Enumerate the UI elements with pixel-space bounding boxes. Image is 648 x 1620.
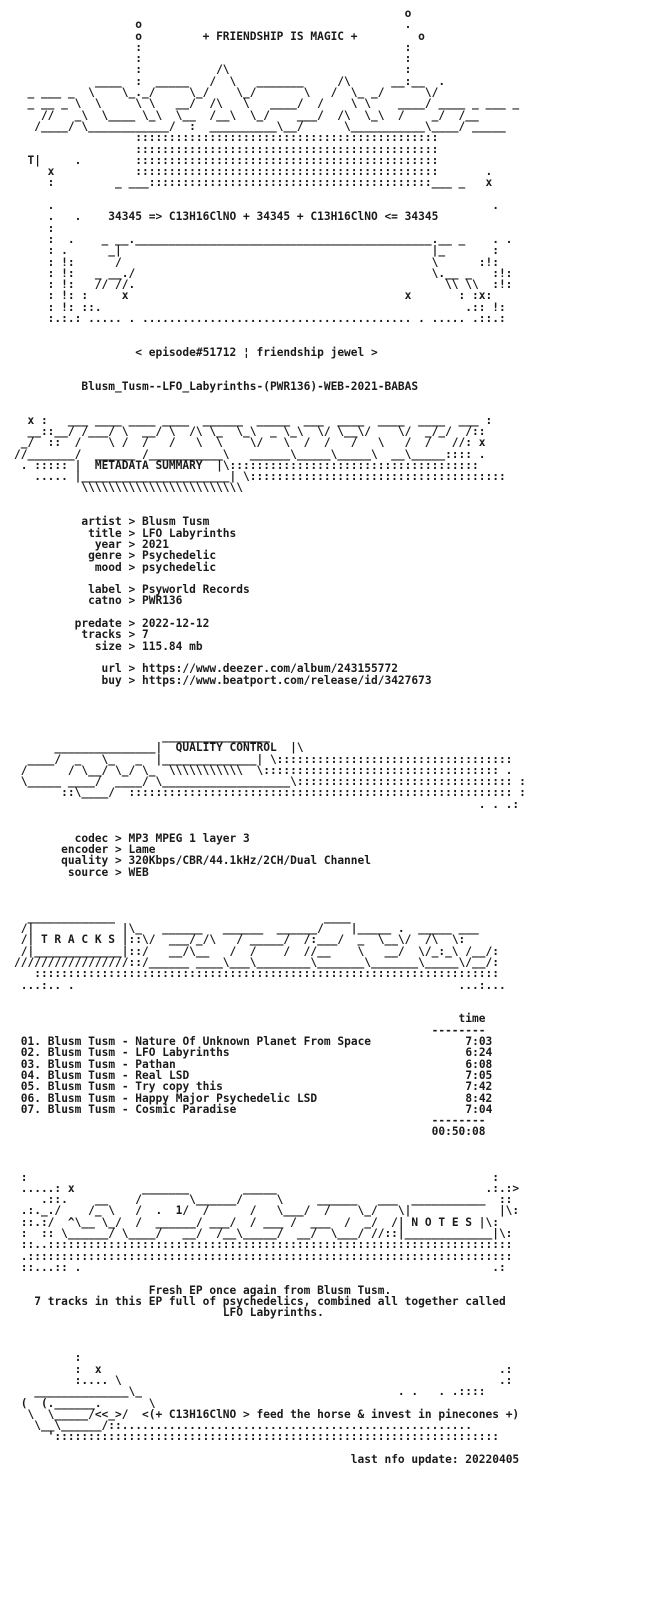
nfo-line: o + FRIENDSHIP IS MAGIC + o xyxy=(14,29,425,43)
nfo-line: quality > 320Kbps/CBR/44.1kHz/2CH/Dual Channel xyxy=(14,854,371,868)
formula-line: 34345 => C13H16ClNO + 34345 + C13H16ClNO <= 34345 xyxy=(108,210,439,224)
nfo-line: : /\ : xyxy=(14,63,412,77)
nfo-line: ...:.. . ...:... xyxy=(14,978,506,992)
track-time: 7:03 xyxy=(465,1035,493,1049)
nfo-line: .:::::::::::::::::::::::::::::::::::::::::::::::::::::::::::::::::::::::: xyxy=(14,1249,513,1263)
nfo-line: tracks > 7 xyxy=(14,628,149,642)
nfo-line: .::. __ / \______/ \ ______ ___ ___________ :: xyxy=(14,1193,513,1207)
nfo-line: : !: // //. \\ \\ :!: xyxy=(14,278,513,292)
nfo-line: : !: / \ :!: xyxy=(14,255,499,269)
nfo-line: genre > Psychedelic xyxy=(14,549,217,563)
nfo-line: ::::::::::::::::::::::::::::::::::::::::::::: xyxy=(14,142,439,156)
nfo-line xyxy=(14,358,640,369)
notes-line: 7 tracks in this EP full of psychedelics, combined all together called xyxy=(34,1294,506,1308)
nfo-line: : x .: xyxy=(14,1362,513,1376)
nfo-line: : . _ __.____________________________________________.__ _ . . xyxy=(14,232,513,246)
last-update: last nfo update: 20220405 xyxy=(350,1453,520,1466)
nfo-line: source > WEB xyxy=(14,865,149,879)
nfo-line xyxy=(14,810,640,821)
track-time: 8:42 xyxy=(465,1091,493,1105)
nfo-line: / / \__/ \_/ \_ \\\\\\\\\\\ \::::::::::::::::::::::::::::::::::: . xyxy=(14,763,513,777)
section-title-metadata: METADATA SUMMARY xyxy=(94,458,203,472)
nfo-line: _/ :: / \ / / / \ \ \/ \ / / / \ / / //: x xyxy=(14,436,486,450)
track-artist: Blusm Tusm xyxy=(47,1068,116,1082)
nfo-line: . . 34345 => C13H16ClNO + 34345 + C13H16ClNO <= 34345 xyxy=(14,210,439,224)
nfo-line: x ::::::::::::::::::::::::::::::::::::::::::::: . xyxy=(14,165,493,179)
nfo-line: __::__/ /___/ \ __/ \ /\ \_ \_\ _ \_\ \/ \__\/ \/ _/_/ /:: xyxy=(14,424,486,438)
nfo-line xyxy=(14,1126,640,1137)
nfo-line xyxy=(14,347,640,358)
nfo-line: .....: x _______ _____ .:.:> xyxy=(14,1181,520,1195)
nfo-line xyxy=(14,1341,640,1352)
nfo-line: ::::::::::::::::::::::::::::::::::::::::::::::::::::::::::::::::::::: xyxy=(14,967,499,981)
nfo-line: 04. Blusm Tusm - Real LSD 7:05 xyxy=(20,1068,493,1082)
nfo-line: _______________| QUALITY CONTROL |\ xyxy=(14,741,304,755)
nfo-line xyxy=(14,878,640,889)
nfo-line: label > Psyworld Records xyxy=(14,583,250,597)
nfo-line: : : xyxy=(14,52,412,66)
nfo-line: : xyxy=(14,1351,82,1365)
nfo-line: /////////////////::/______ ____\___\________\_______\_______\_____\/__/: xyxy=(14,955,499,969)
nfo-line: ________________ xyxy=(14,730,270,743)
nfo-line: \_____ ____/ ____/ \___________________\:::::::::::::::::::::::::::::::: : xyxy=(14,775,526,789)
nfo-line xyxy=(14,697,640,708)
track-artist: Blusm Tusm xyxy=(47,1102,116,1116)
nfo-line xyxy=(14,1307,640,1318)
track-number: 03. xyxy=(20,1057,41,1071)
track-artist: Blusm Tusm xyxy=(47,1091,116,1105)
nfo-line: title > LFO Labyrinths xyxy=(14,526,237,540)
nfo-line xyxy=(14,1454,640,1465)
track-number: 04. xyxy=(20,1068,41,1082)
nfo-line: 02. Blusm Tusm - LFO Labyrinths 6:24 xyxy=(20,1046,493,1060)
nfo-line: : _ ___::::::::::::::::::::::::::::::::::::::::::___ _ x xyxy=(14,176,493,190)
track-number: 02. xyxy=(20,1046,41,1060)
track-title: Cosmic Paradise xyxy=(135,1102,237,1116)
meta-tracks: 7 xyxy=(141,628,149,642)
nfo-line xyxy=(14,1330,640,1341)
nfo-line: ____ : _____ / \ _______ /\ __:__ . xyxy=(14,74,446,88)
nfo-line xyxy=(14,708,640,719)
section-title-quality: QUALITY CONTROL xyxy=(175,741,277,755)
track-number: 06. xyxy=(20,1091,41,1105)
nfo-line: ':::::::::::::::::::::::::::::::::::::::::::::::::::::::::::::::::: xyxy=(14,1430,499,1444)
meta-predate: 2022-12-12 xyxy=(141,617,210,631)
nfo-line xyxy=(14,821,640,832)
nfo-line xyxy=(14,324,640,335)
nfo-line: 07. Blusm Tusm - Cosmic Paradise 7:04 xyxy=(20,1102,493,1116)
nfo-line: : !: _ __./ \.__ _ :!: xyxy=(14,266,513,280)
nfo-line: x : ___ ____ ____ ____ ______ _____ ___ ____ ____ ____ ___ : xyxy=(14,413,493,427)
meta-size: 115.84 mb xyxy=(141,639,203,653)
nfo-line xyxy=(14,392,640,403)
nfo-line: _____________ ____ xyxy=(14,910,351,924)
meta-url: https://www.deezer.com/album/243155772 xyxy=(141,662,398,676)
nfo-line: o . xyxy=(14,18,412,32)
nfo-line: url > https://www.deezer.com/album/243155772 xyxy=(14,662,398,676)
notes-line: LFO Labyrinths. xyxy=(222,1306,324,1320)
nfo-line: : : xyxy=(14,40,412,54)
quality-encoder: Lame xyxy=(128,842,156,856)
nfo-line: /| |\_ ______ ______ ______/ |_____ . _____ ___ xyxy=(14,922,479,936)
nfo-line: _ __ _ \ \ \ \ __/ /\ \ ____/ / \ \ ____/ ____ _ ___ _ xyxy=(14,97,520,111)
total-time: 00:50:08 xyxy=(431,1125,486,1139)
nfo-line: : : xyxy=(14,1170,499,1184)
tracklist-header: time xyxy=(458,1012,486,1026)
quality-quality: 320Kbps/CBR/44.1kHz/2CH/Dual Channel xyxy=(128,854,371,868)
nfo-line: ( (.______. \ xyxy=(14,1396,156,1410)
nfo-line xyxy=(14,889,640,900)
track-title: Nature Of Unknown Planet From Space xyxy=(135,1035,372,1049)
nfo-line: ______________\_ . . . .:::: xyxy=(14,1385,486,1399)
nfo-line: 06. Blusm Tusm - Happy Major Psychedelic LSD 8:42 xyxy=(20,1091,493,1105)
nfo-line: : xyxy=(14,221,55,235)
track-number: 07. xyxy=(20,1102,41,1116)
nfo-line xyxy=(14,991,640,1002)
notes-line: Fresh EP once again from Blusm Tusm. xyxy=(148,1283,392,1297)
nfo-line: artist > Blusm Tusm xyxy=(14,515,210,529)
section-title-notes: N O T E S xyxy=(411,1215,473,1229)
nfo-line xyxy=(14,1160,640,1171)
nfo-line: \__\______/::.................................................... xyxy=(14,1419,473,1433)
nfo-line: : . _| |_ : xyxy=(14,244,499,258)
nfo-line: . . .: xyxy=(14,797,520,811)
track-title: Real LSD xyxy=(135,1068,190,1082)
nfo-line: :.... \ .: xyxy=(14,1373,513,1387)
nfo-line: ::.:/ ^\__ \_/ / ______/ ___/ / ___ / ___ / _/ /| N O T E S |\: xyxy=(14,1215,499,1229)
nfo-line: /|_____________|::/ __/\__ / / / //__ \ __/ \/_:_\ /__/: xyxy=(14,944,499,958)
nfo-line xyxy=(14,403,640,414)
nfo-line xyxy=(14,494,640,505)
nfo-line: ..... |______________________| \:::::::::::::::::::::::::::::::::::::: xyxy=(14,470,506,484)
track-time: 7:04 xyxy=(465,1102,493,1116)
track-artist: Blusm Tusm xyxy=(47,1035,116,1049)
nfo-line: buy > https://www.beatport.com/release/id/3427673 xyxy=(14,673,432,687)
nfo-line: 01. Blusm Tusm - Nature Of Unknown Planet From Space 7:03 xyxy=(20,1035,493,1049)
nfo-line: /| T R A C K S |::\/ ___/_/\ / _____/ /:___/ _ \__\/ /\ \: xyxy=(14,933,466,947)
nfo-line: : :: \______/ \____/ __/ /__\_____/ __/ \___/ //::|_____________|\: xyxy=(14,1227,513,1241)
nfo-line: ::..::::::::::::::::::::::::::::::::::::::::::::::::::::::::::::::::::::: xyxy=(14,1238,513,1252)
track-number: 01. xyxy=(20,1035,41,1049)
section-title-tracks: T R A C K S xyxy=(40,933,116,947)
nfo-line: mood > psychedelic xyxy=(14,560,217,574)
meta-buy: https://www.beatport.com/release/id/3427673 xyxy=(141,673,432,687)
nfo-line: _ ___ _ \ \_._/ \_/ \_/ \ / \_ _/ \/ xyxy=(14,86,439,100)
nfo-line: . ::::: | METADATA SUMMARY |\::::::::::::::::::::::::::::::::::::: xyxy=(14,458,479,472)
nfo-line: // _\ \____ \_\ \__ /__\ \_/ ___/ /\ \_\ / _/ /__ xyxy=(14,108,479,122)
nfo-line: ::::::::::::::::::::::::::::::::::::::::::::: xyxy=(14,131,439,145)
track-time: 7:42 xyxy=(465,1080,493,1094)
footer-tagline: <(+ C13H16ClNO > feed the horse & invest in pinecones +) xyxy=(141,1407,520,1421)
track-number: 05. xyxy=(20,1080,41,1094)
nfo-line: . . xyxy=(14,199,499,213)
meta-year: 2021 xyxy=(141,537,169,551)
nfo-document xyxy=(14,8,640,1612)
nfo-line xyxy=(14,381,640,392)
track-time: 6:24 xyxy=(465,1046,493,1060)
nfo-line: \ \_____/<<_>/ <(+ C13H16ClNO > feed the horse & invest in pinecones +) xyxy=(14,1407,520,1421)
meta-genre: Psychedelic xyxy=(141,549,217,563)
nfo-line: :.:.: ..... . ........................................ . ..... .::.: xyxy=(14,312,506,326)
nfo-line: size > 115.84 mb xyxy=(14,639,203,653)
meta-mood: psychedelic xyxy=(141,560,217,574)
track-title: Try copy this xyxy=(135,1080,223,1094)
quality-source: WEB xyxy=(128,865,149,879)
track-title: Happy Major Psychedelic LSD xyxy=(135,1091,318,1105)
episode-line: < episode#51712 ¦ friendship jewel > xyxy=(135,345,378,359)
nfo-line: \\\\\\\\\\\\\\\\\\\\\\\\ xyxy=(14,481,244,495)
track-artist: Blusm Tusm xyxy=(47,1080,116,1094)
header-tagline: + FRIENDSHIP IS MAGIC + xyxy=(202,29,358,43)
nfo-line: //_______/ ______ /___________\ ______\_____\_____\ __\_____:::: . xyxy=(14,447,486,461)
nfo-line: -------- xyxy=(14,1114,486,1128)
nfo-line: catno > PWR136 xyxy=(14,594,183,608)
nfo-line: .:._./ /_ \ / . 1/ / / \___/ / \_/ \| |\: xyxy=(14,1204,520,1218)
track-artist: Blusm Tusm xyxy=(47,1057,116,1071)
meta-artist: Blusm Tusm xyxy=(141,515,210,529)
nfo-line: -------- xyxy=(14,1023,486,1037)
nfo-line: : !: : x x : :x: xyxy=(14,289,493,303)
nfo-line: o xyxy=(14,8,412,20)
nfo-line: year > 2021 xyxy=(14,537,169,551)
nfo-line xyxy=(14,1318,640,1329)
nfo-line: 03. Blusm Tusm - Pathan 6:08 xyxy=(20,1057,493,1071)
nfo-line: 05. Blusm Tusm - Try copy this 7:42 xyxy=(20,1080,493,1094)
quality-codec: MP3 MPEG 1 layer 3 xyxy=(128,831,250,845)
track-time: 7:05 xyxy=(465,1068,493,1082)
meta-label: Psyworld Records xyxy=(141,583,250,597)
nfo-line: /____/ \____________/ : __________\__/ \___________\____/ _____ xyxy=(14,119,506,133)
release-name: Blusm_Tusm--LFO_Labyrinths-(PWR136)-WEB-2021-BABAS xyxy=(81,379,419,393)
nfo-line: ::...:: . .: xyxy=(14,1260,506,1274)
track-title: LFO Labyrinths xyxy=(135,1046,230,1060)
nfo-line: : !: ::. .:: !: xyxy=(14,300,506,314)
track-title: Pathan xyxy=(135,1057,176,1071)
track-time: 6:08 xyxy=(465,1057,493,1071)
nfo-line xyxy=(14,686,640,697)
meta-title: LFO Labyrinths xyxy=(141,526,237,540)
nfo-line: predate > 2022-12-12 xyxy=(14,617,210,631)
nfo-line: ____/ _ \_ _ |______________| \::::::::::::::::::::::::::::::::::: xyxy=(14,752,513,766)
nfo-line: ::\____/ ::::::::::::::::::::::::::::::::::::::::::::::::::::::::: : xyxy=(14,786,526,800)
meta-catno: PWR136 xyxy=(141,594,183,608)
nfo-line: encoder > Lame xyxy=(14,842,156,856)
track-artist: Blusm Tusm xyxy=(47,1046,116,1060)
nfo-line xyxy=(14,1149,640,1160)
nfo-line xyxy=(14,1138,640,1149)
nfo-line: T| . ::::::::::::::::::::::::::::::::::::::::::::: xyxy=(14,153,439,167)
nfo-line: codec > MP3 MPEG 1 layer 3 xyxy=(14,831,250,845)
